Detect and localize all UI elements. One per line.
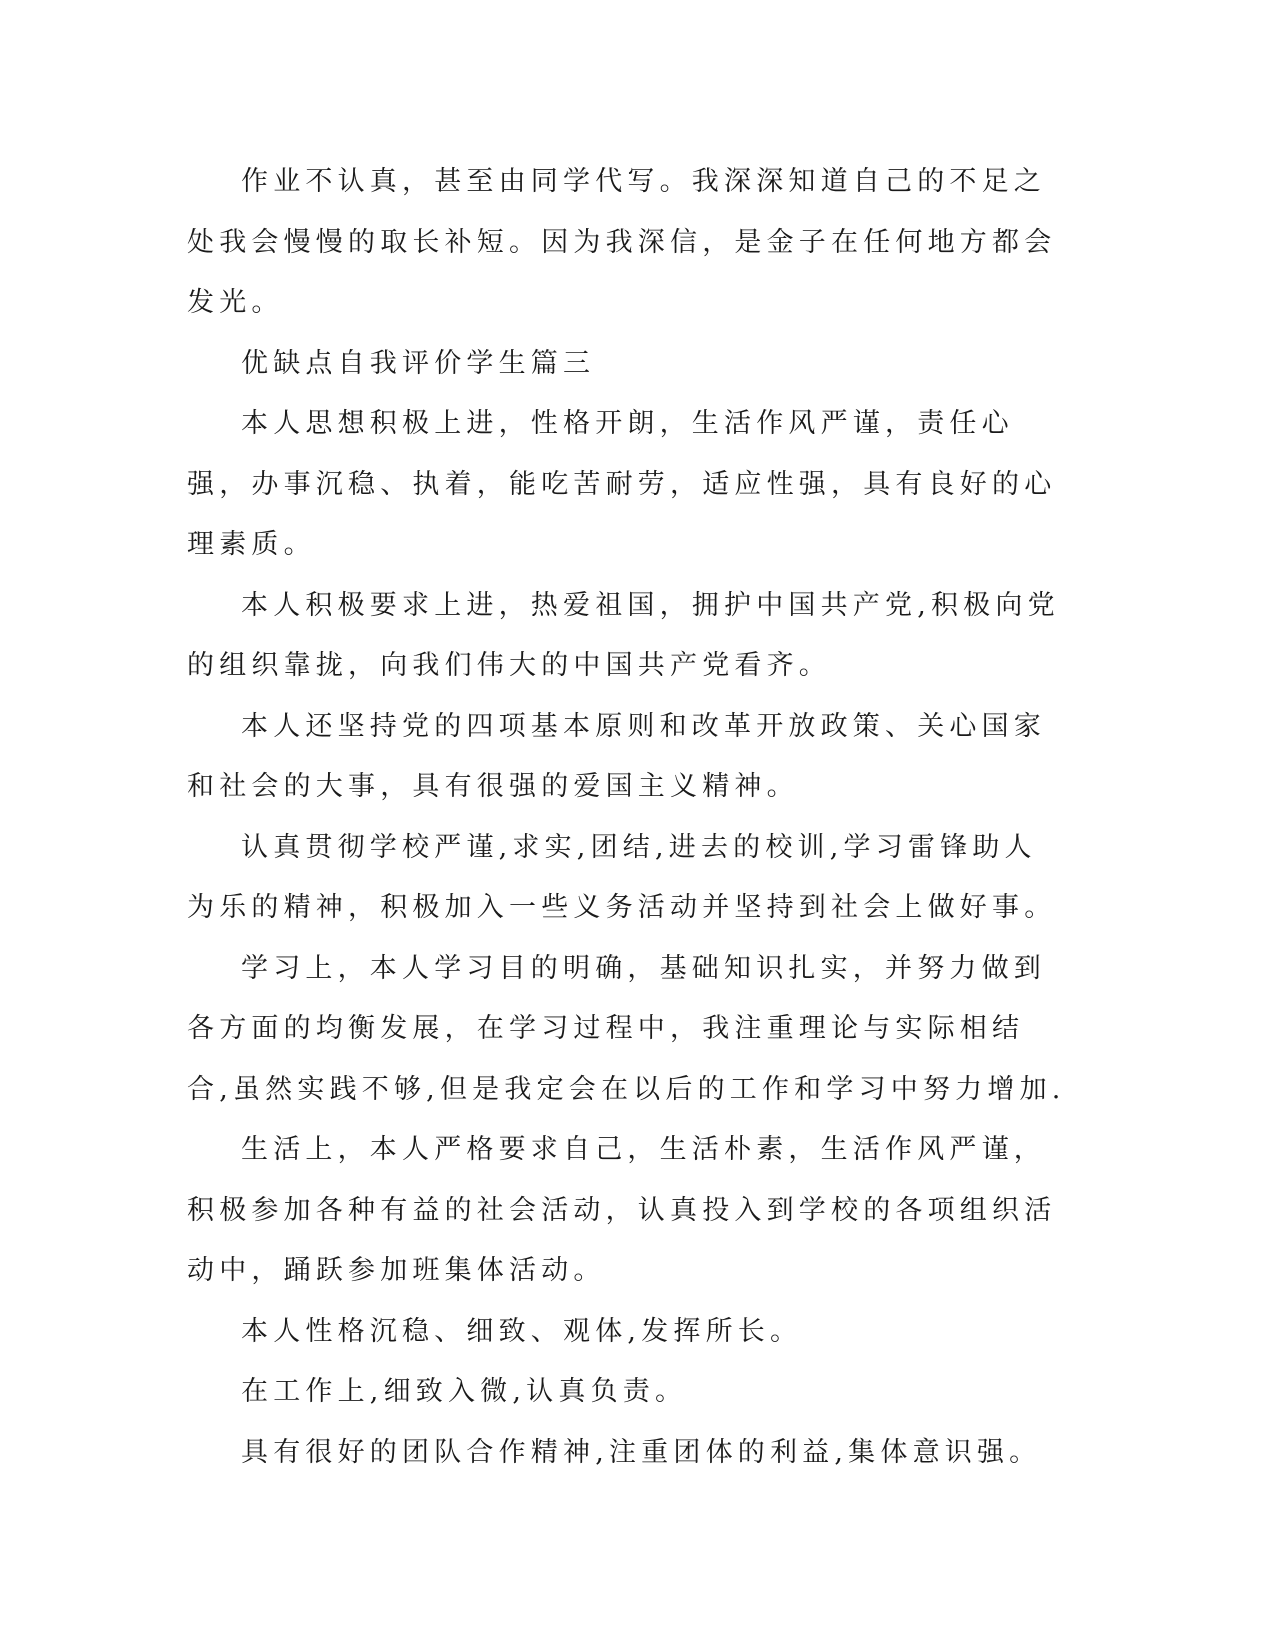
paragraph: 本人还坚持党的四项基本原则和改革开放政策、关心国家和社会的大事，具有很强的爱国主义精神。 [187,710,1046,802]
section-heading: 优缺点自我评价学生篇三 [241,347,596,379]
paragraph: 本人思想积极上进，性格开朗，生活作风严谨，责任心强，办事沉稳、执着，能吃苦耐劳，适应性强，具有良好的心理素质。 [187,408,1057,560]
paragraph: 学习上，本人学习目的明确，基础知识扎实，并努力做到各方面的均衡发展，在学习过程中，我注重理论与实际相结合,虽然实践不够,但是我定会在以后的工作和学习中努力增加. [187,952,1066,1105]
paragraph: 作业不认真，甚至由同学代写。我深深知道自己的不足之处我会慢慢的取长补短。因为我深信，是金子在任何地方都会发光。 [187,166,1057,318]
paragraph: 认真贯彻学校严谨,求实,团结,进去的校训,学习雷锋助人为乐的精神，积极加入一些义务活动并坚持到社会上做好事。 [187,831,1057,923]
paragraph: 本人积极要求上进，热爱祖国，拥护中国共产党,积极向党的组织靠拢，向我们伟大的中国共产党看齐。 [187,589,1060,681]
paragraph: 具有很好的团队合作精神,注重团体的利益,集体意识强。 [241,1436,1042,1468]
paragraph: 本人性格沉稳、细致、观体,发挥所长。 [241,1315,803,1347]
paragraph: 在工作上,细致入微,认真负责。 [241,1376,688,1407]
paragraph: 生活上，本人严格要求自己，生活朴素，生活作风严谨，积极参加各种有益的社会活动，认真投入到学校的各项组织活动中，踊跃参加班集体活动。 [187,1134,1057,1286]
document-body [187,152,1067,1483]
